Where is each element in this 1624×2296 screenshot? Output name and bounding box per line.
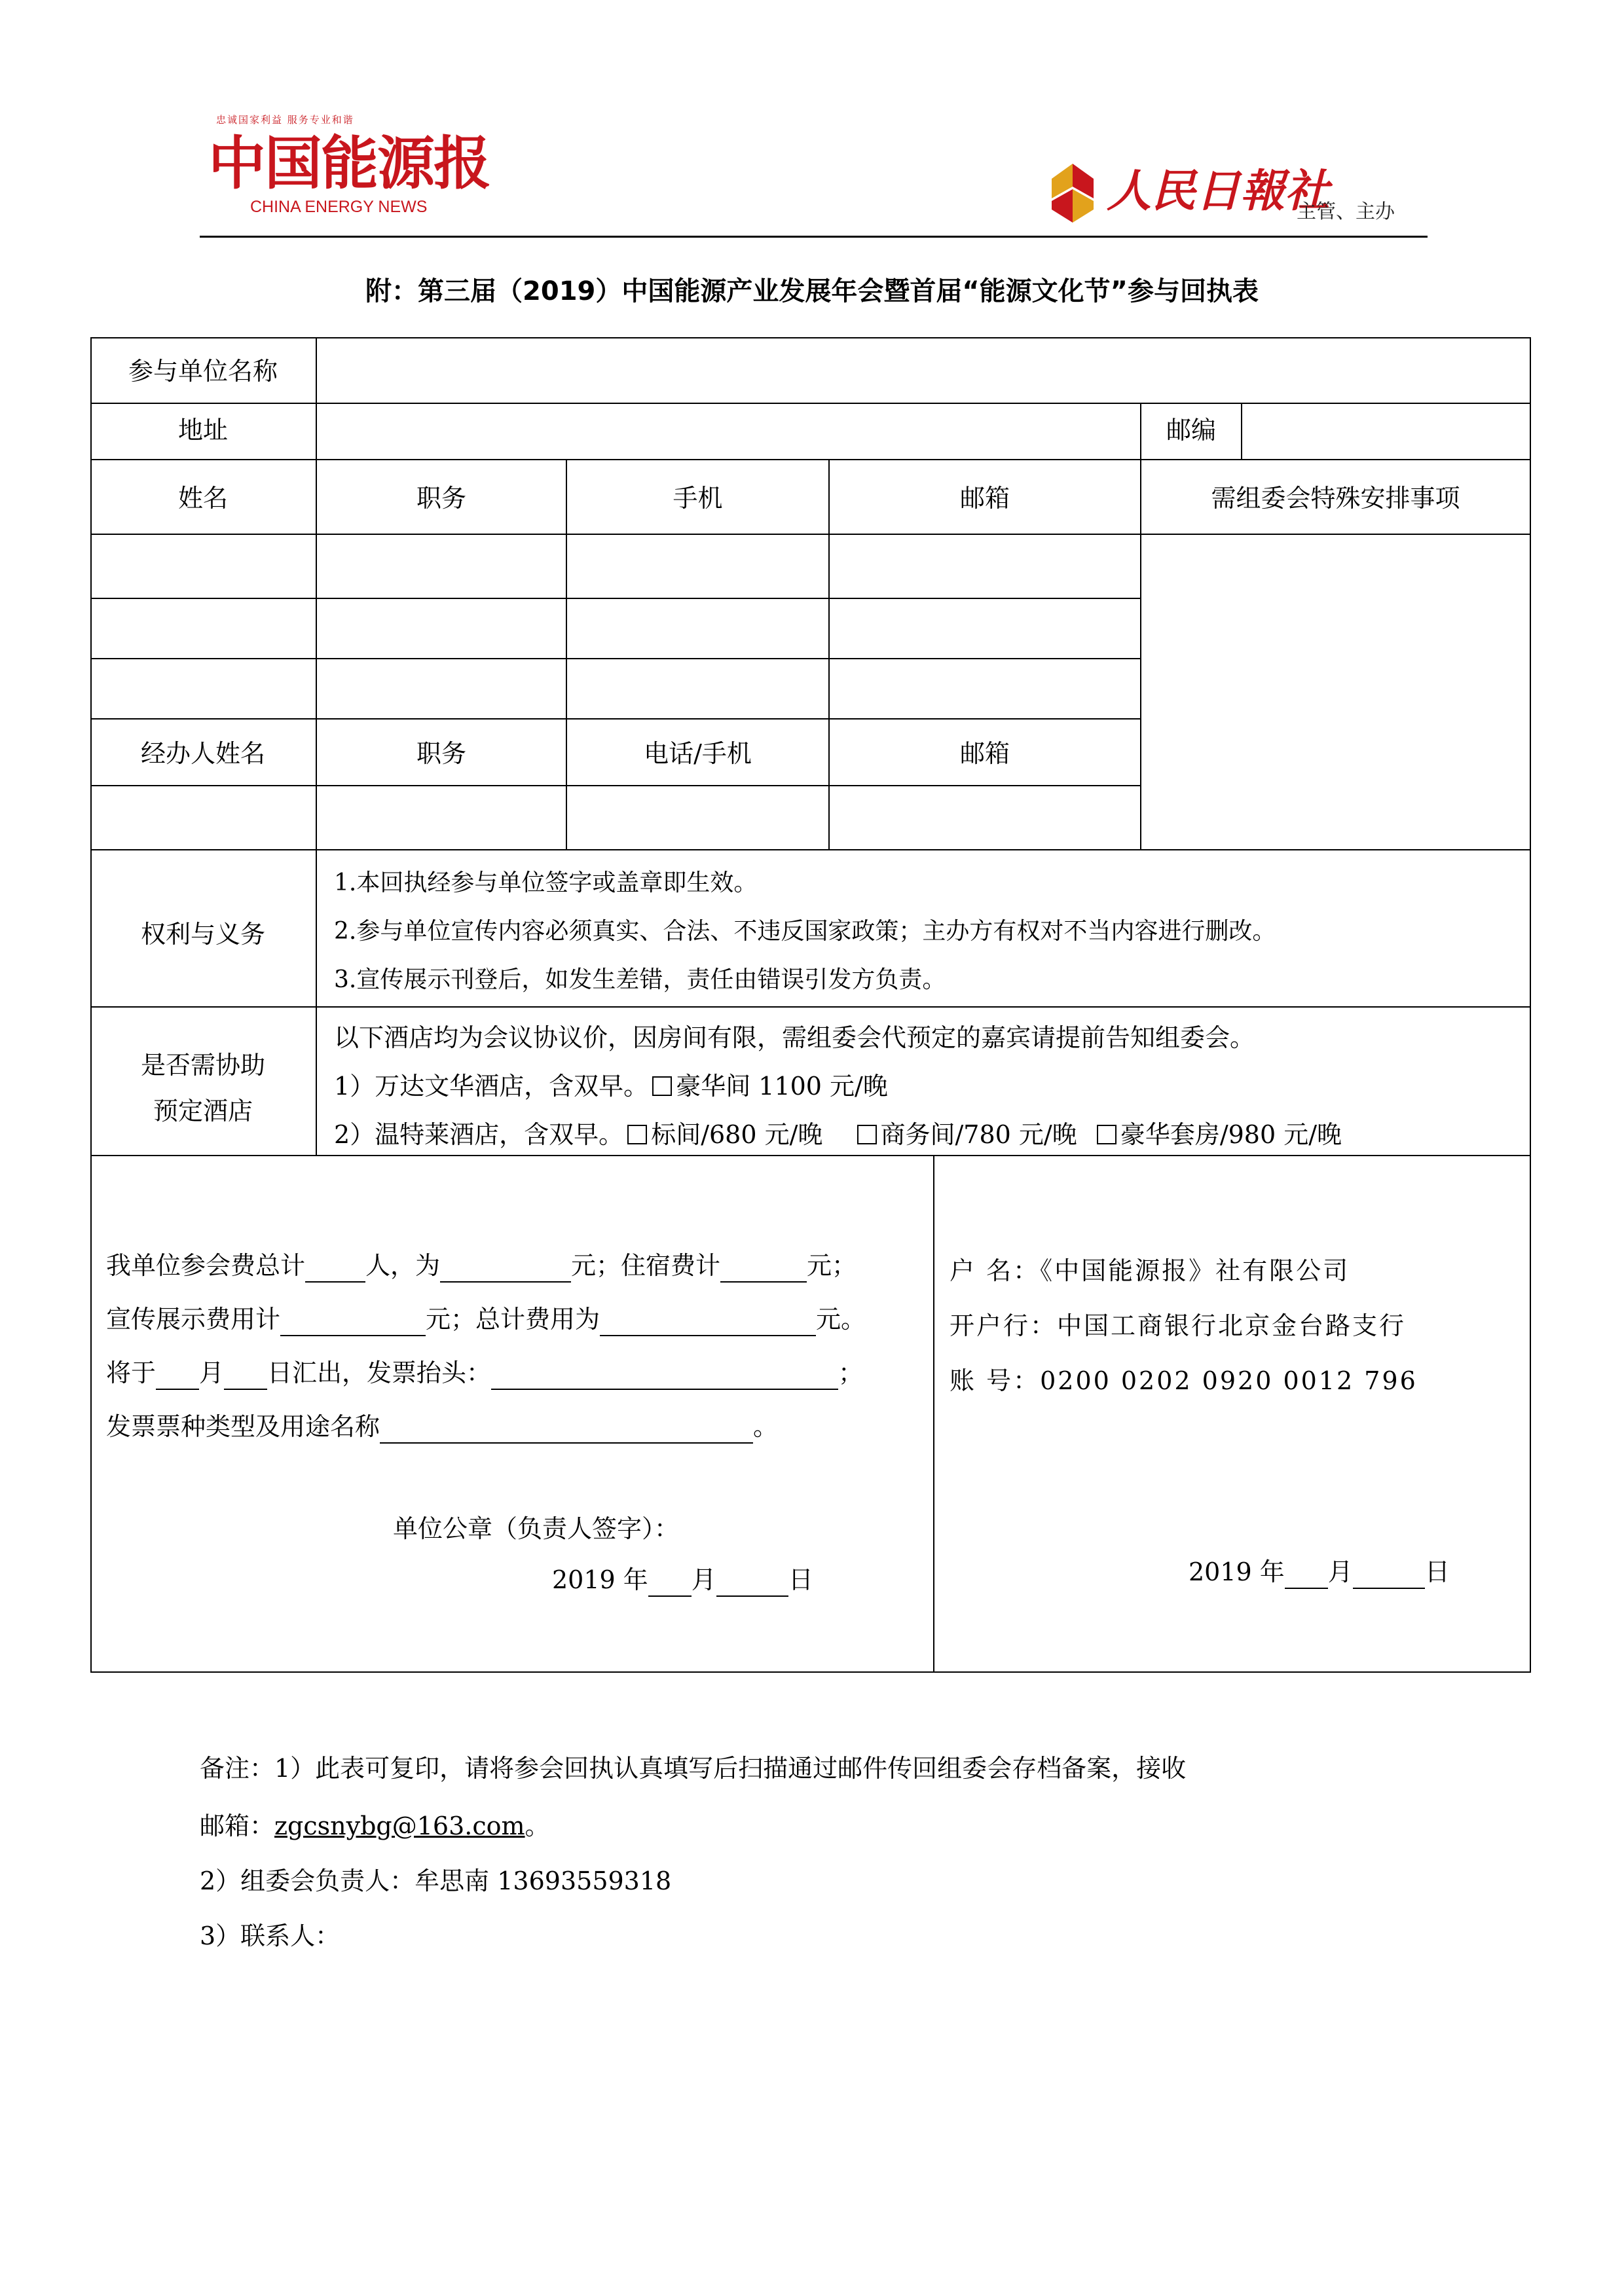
total-fee-field[interactable] (600, 1305, 816, 1336)
people-daily-logo: 人民日報社 (1107, 165, 1330, 217)
rights-item-2: 2.参与单位宣传内容必须真实、合法、不违反国家政策；主办方有权对不当内容进行删改。 (334, 918, 1276, 945)
seal-label: 单位公章（负责人签字）： (393, 1514, 680, 1543)
remit-month-field[interactable] (156, 1358, 199, 1390)
logo-slogan: 忠诚国家利益 服务专业和谐 (216, 114, 354, 126)
fee-line-4: 发票票种类型及用途名称 。 (106, 1412, 778, 1444)
seal-month-field[interactable] (648, 1565, 692, 1597)
handler-email-label: 邮箱 (959, 739, 1010, 768)
remit-day-field[interactable] (224, 1358, 267, 1390)
bank-day-field[interactable] (1353, 1558, 1425, 1589)
page-title: 附：第三届（2019）中国能源产业发展年会暨首届“能源文化节”参与回执表 (365, 276, 1259, 306)
china-energy-news-logo: 中国能源报 (208, 129, 490, 197)
registration-form-table (90, 337, 1531, 1673)
col-special-arrangements: 需组委会特殊安排事项 (1211, 484, 1460, 513)
note-2: 2）组委会负责人：牟思南 13693559318 (200, 1867, 672, 1895)
bank-name: 开户行：中国工商银行北京金台路支行 (950, 1311, 1407, 1340)
invoice-title-field[interactable] (491, 1358, 838, 1390)
people-daily-subtitle: 主管、主办 (1297, 200, 1395, 223)
fee-line-2: 宣传展示费用计 元；总计费用为 元。 (106, 1305, 866, 1336)
col-email: 邮箱 (959, 484, 1010, 513)
col-mobile: 手机 (673, 484, 723, 513)
hotel-1-checkbox[interactable] (652, 1076, 672, 1096)
contact-email-link[interactable]: zgcsnybg@163.com (274, 1812, 525, 1840)
postcode-field[interactable] (1242, 404, 1529, 459)
note-3: 3）联系人： (200, 1922, 341, 1950)
hotel-2-business-option: 商务间/780 元/晚 (880, 1120, 1077, 1149)
hotel-2-suite-checkbox[interactable] (1097, 1125, 1116, 1144)
hotel-2-standard-checkbox[interactable] (627, 1125, 647, 1144)
header-divider (200, 236, 1428, 238)
hotel-2-standard-option: 标间/680 元/晚 (651, 1120, 823, 1149)
attendance-fee-field[interactable] (440, 1251, 571, 1283)
promotion-fee-field[interactable] (280, 1305, 426, 1336)
rights-item-1: 1.本回执经参与单位签字或盖章即生效。 (334, 869, 758, 896)
handler-name-label: 经办人姓名 (140, 739, 265, 768)
handler-phone-label: 电话/手机 (644, 739, 752, 768)
seal-date: 2019 年 月 日 (552, 1565, 813, 1597)
org-name-field[interactable] (317, 338, 1530, 403)
address-label: 地址 (177, 416, 228, 445)
hotel-2-name: 2）温特莱酒店，含双早。 (334, 1120, 624, 1149)
org-name-label: 参与单位名称 (128, 357, 278, 386)
hotel-label-1: 是否需协助 (140, 1051, 265, 1080)
account-name: 户 名：《中国能源报》社有限公司 (950, 1256, 1350, 1285)
attendee-count-field[interactable] (305, 1251, 365, 1283)
bank-date: 2019 年 月 日 (1189, 1558, 1450, 1589)
bank-month-field[interactable] (1285, 1558, 1328, 1589)
hotel-2 (334, 1120, 1342, 1150)
lodging-fee-field[interactable] (720, 1251, 807, 1283)
hotel-intro: 以下酒店均为会议协议价，因房间有限，需组委会代预定的嘉宾请提前告知组委会。 (334, 1023, 1255, 1052)
china-energy-news-logo-en: CHINA ENERGY NEWS (250, 198, 428, 216)
hotel-1 (334, 1072, 888, 1102)
rights-label: 权利与义务 (140, 920, 265, 949)
hotel-1-option: 豪华间 1100 元/晚 (676, 1072, 888, 1101)
note-1: 备注：1）此表可复印，请将参会回执认真填写后扫描通过邮件传回组委会存档备案，接收 (200, 1754, 1187, 1783)
hotel-1-name: 1）万达文华酒店，含双早。 (334, 1072, 649, 1101)
note-email: 邮箱：zgcsnybg@163.com。 (200, 1812, 550, 1840)
fee-line-1: 我单位参会费总计 人，为 元；住宿费计 元； (106, 1251, 857, 1283)
col-position: 职务 (416, 484, 466, 513)
address-field[interactable] (317, 404, 1139, 459)
people-daily-emblem-icon (1048, 160, 1098, 226)
fee-line-3: 将于 月 日汇出，发票抬头： ； (106, 1358, 863, 1390)
rights-item-3: 3.宣传展示刊登后，如发生差错，责任由错误引发方负责。 (334, 966, 946, 993)
account-number: 账 号：0200 0202 0920 0012 796 (950, 1366, 1418, 1395)
seal-day-field[interactable] (716, 1565, 788, 1597)
postcode-label: 邮编 (1166, 416, 1216, 445)
col-name: 姓名 (177, 484, 228, 513)
table-border-left (90, 337, 92, 1673)
hotel-2-suite-option: 豪华套房/980 元/晚 (1120, 1120, 1342, 1149)
hotel-2-business-checkbox[interactable] (857, 1125, 877, 1144)
hotel-label-2: 预定酒店 (153, 1097, 253, 1125)
table-border-right (1530, 337, 1531, 1673)
invoice-type-field[interactable] (380, 1412, 753, 1444)
table-border-bottom (90, 1671, 1531, 1673)
handler-position-label: 职务 (416, 739, 466, 768)
